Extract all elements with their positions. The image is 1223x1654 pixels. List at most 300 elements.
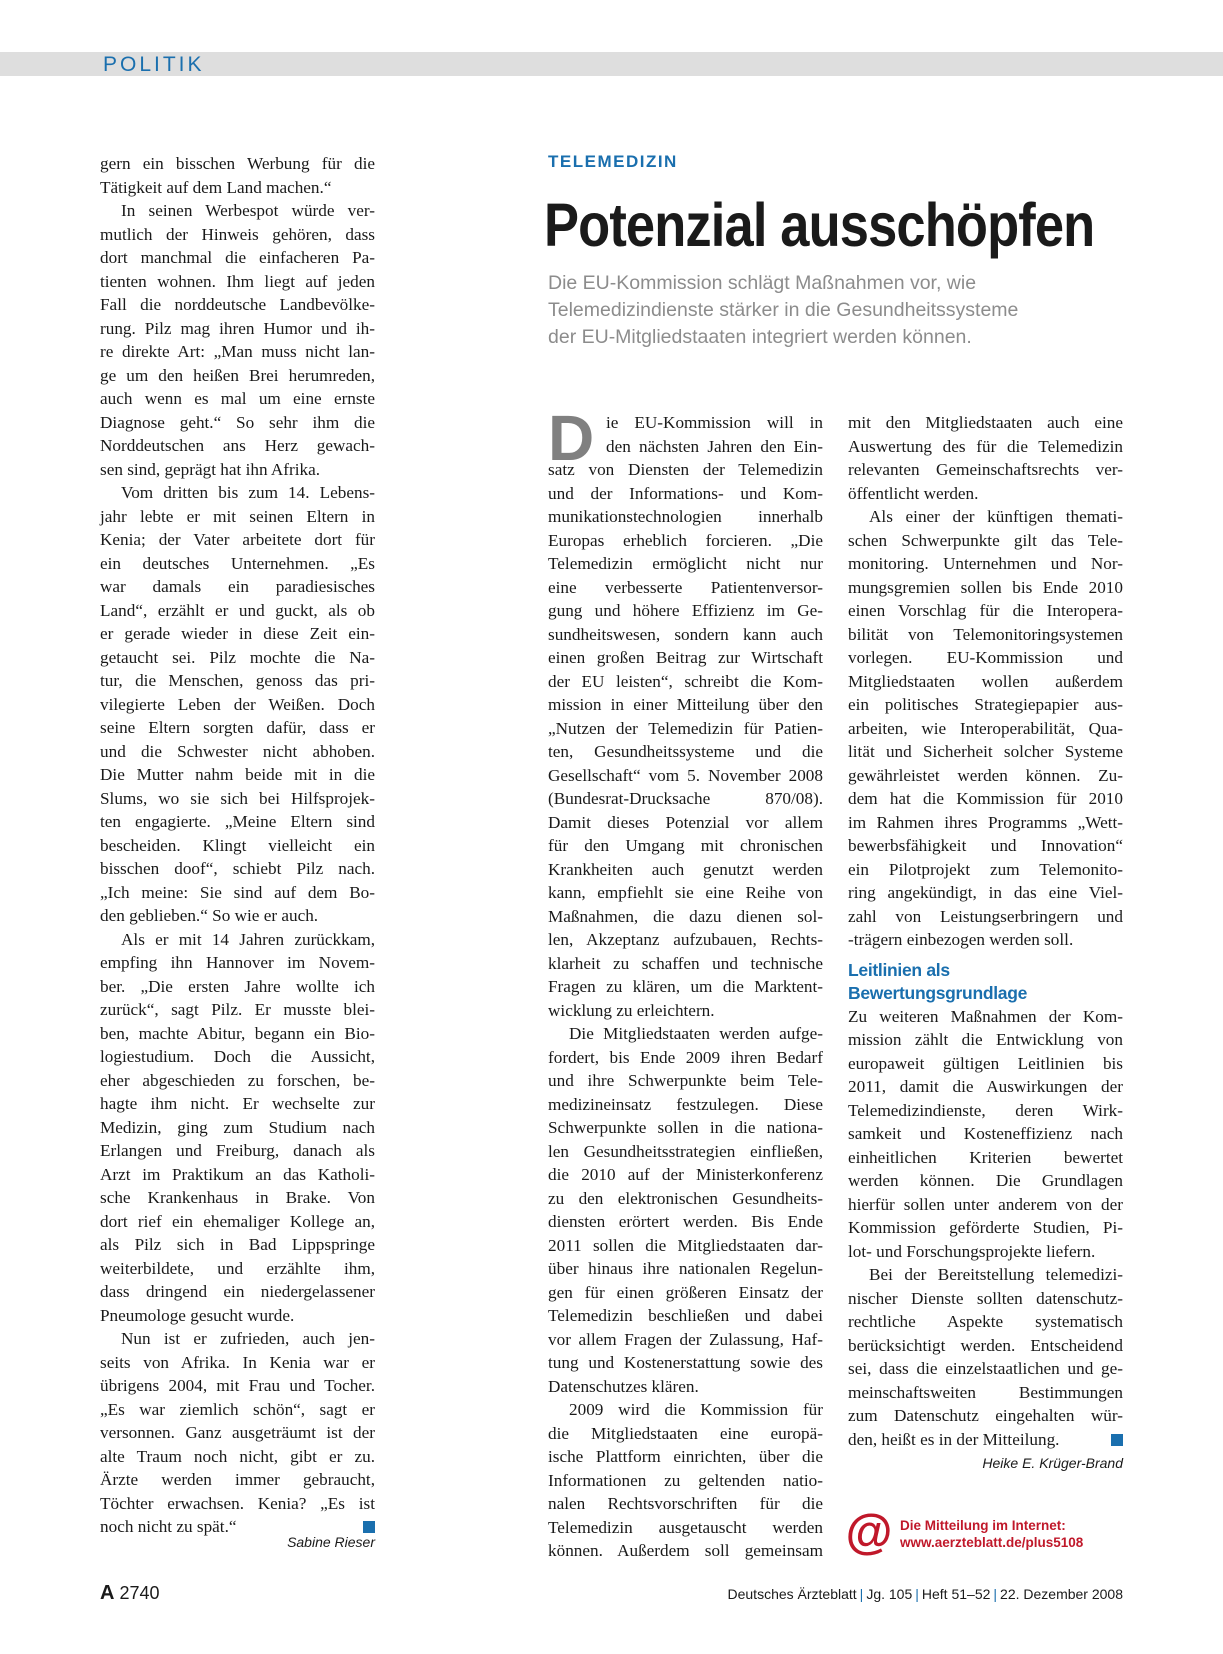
text-line: [848, 928, 1123, 952]
left-author: Sabine Rieser: [287, 1534, 375, 1550]
text-line: [100, 152, 375, 176]
text-line: [548, 1351, 823, 1375]
text-line-content: „Ich meine: Sie sind auf dem Bo-: [100, 882, 375, 902]
text-line-content: der EU leisten“, schreibt die Kom-: [548, 671, 823, 691]
text-line: [848, 1146, 1123, 1170]
text-line-content: bisschen doof“, schiebt Pilz nach.: [100, 859, 375, 878]
text-line: [100, 975, 375, 999]
text-line: [100, 481, 375, 505]
text-line: [848, 1334, 1123, 1358]
text-line: [548, 1304, 823, 1328]
text-line-content: bilität von Telemonitoringsystemen: [848, 624, 1123, 644]
text-line-content: den geblieben.“ So wie er auch.: [100, 906, 319, 925]
text-line: [100, 669, 375, 693]
text-line: [100, 1398, 375, 1422]
text-line: [100, 1327, 375, 1351]
text-line-content: eine verbesserte Patientenversor-: [548, 577, 823, 597]
text-line: [100, 646, 375, 670]
text-line: [100, 458, 375, 482]
text-line: [100, 881, 375, 905]
article-lead: [548, 270, 1138, 351]
text-line-content: ische Plattform einrichten, über die: [548, 1447, 823, 1466]
text-line-content: Europas erheblich forcieren. „Die: [548, 530, 823, 550]
text-line: [100, 364, 375, 388]
text-line-content: diensten erörtert werden. Bis Ende: [548, 1212, 823, 1231]
text-line-content: monitoring. Unternehmen und Nor-: [848, 554, 1123, 573]
text-line: [548, 1375, 823, 1399]
text-line-content: tur, die Menschen, genoss das pri-: [100, 671, 375, 690]
text-line-content: seits von Afrika. In Kenia war er: [100, 1352, 375, 1372]
text-line-content: empfing ihn Hannover im Novem-: [100, 953, 375, 972]
text-line-content: noch nicht zu spät.“: [100, 1517, 237, 1536]
text-line: [100, 622, 375, 646]
text-line: [548, 787, 823, 811]
text-line-content: versonnen. Ganz ausgeträumt ist der: [100, 1423, 375, 1442]
text-line-content: übrigens 2004, mit Frau und Tocher.: [100, 1376, 375, 1395]
text-line: [848, 576, 1123, 600]
text-line: [848, 599, 1123, 623]
text-line-content: dass dringend ein niedergelassener: [100, 1282, 375, 1301]
text-line: [100, 1069, 375, 1093]
text-line-content: Maßnahmen, die dazu dienen sol-: [548, 906, 823, 926]
text-line: [548, 1469, 823, 1493]
text-line: [548, 1257, 823, 1281]
text-line-content: 2011, damit die Auswirkungen der: [848, 1077, 1123, 1096]
text-line: [548, 740, 823, 764]
text-line: [548, 1140, 823, 1164]
internet-reference-link[interactable]: www.aerzteblatt.de/plus5108: [900, 1535, 1084, 1550]
text-line-content: Kenia; der Vater arbeitete dort für: [100, 530, 375, 549]
lead-line: Telemedizindienste stärker in die Gesundheitssysteme: [548, 299, 1019, 321]
text-line-content: weiterbildete, und erzählte ihm,: [100, 1258, 375, 1278]
text-line-content: vor allem Fragen der Zulassung, Haf-: [548, 1329, 823, 1349]
text-line-content: Die Mutter nahm beide mit in die: [100, 765, 375, 784]
at-sign-icon: [846, 1510, 892, 1556]
text-line: [848, 435, 1123, 459]
text-line: [100, 1139, 375, 1163]
text-line: [848, 858, 1123, 882]
text-line: [548, 693, 823, 717]
text-line: [848, 1216, 1123, 1240]
issue-date: 22. Dezember 2008: [1000, 1586, 1123, 1602]
text-line-content: ie EU-Kommission will in: [606, 413, 823, 432]
text-line: [548, 576, 823, 600]
text-line-content: ten engagierte. „Meine Eltern sind: [100, 812, 375, 831]
text-line: [100, 340, 375, 364]
text-line: [548, 905, 823, 929]
text-line: [548, 1093, 823, 1117]
text-line-content: tung und Kostenerstattung sowie des: [548, 1353, 823, 1372]
text-line: [548, 717, 823, 741]
text-line-content: gern ein bisschen Werbung für die: [100, 154, 375, 173]
text-line-content: sche Krankenhaus in Brake. Von: [100, 1188, 375, 1207]
text-line-content: Telemedizin beschließen und dabei: [548, 1306, 823, 1325]
text-line-content: len, Akzeptanz aufzubauen, Rechts-: [548, 930, 823, 949]
text-line: [100, 246, 375, 270]
text-line: [100, 810, 375, 834]
text-line: [548, 1445, 823, 1469]
text-line: [548, 1328, 823, 1352]
text-line-content: Telemedizin ausgetauscht werden: [548, 1517, 823, 1537]
text-line: [548, 1492, 823, 1516]
text-line-content: Auswertung des für die Telemedizin: [848, 436, 1123, 456]
text-line: [100, 951, 375, 975]
drop-cap: D: [548, 402, 595, 474]
text-line: [548, 529, 823, 553]
text-line: [548, 1398, 823, 1422]
text-line-content: den nächsten Jahren den Ein-: [606, 436, 823, 456]
text-line-content: (Bundesrat-Drucksache 870/08).: [548, 789, 823, 808]
footer-citation: Deutsches Ärzteblatt | Jg. 105 | Heft 51–52 | 22. Dezember 2008: [727, 1586, 1123, 1602]
text-line: [548, 858, 823, 882]
text-line: [100, 1304, 375, 1328]
text-line: [100, 1351, 375, 1375]
text-line: [848, 905, 1123, 929]
text-line-content: Medizin, ging zum Studium nach: [100, 1117, 375, 1137]
text-line-content: Telemedizindienste, deren Wirk-: [848, 1100, 1123, 1120]
text-line: [848, 1310, 1123, 1334]
text-line-content: nalen Rechtsvorschriften für die: [548, 1494, 823, 1513]
text-line-content: arbeiten, wie Interoperabilität, Qua-: [848, 718, 1123, 738]
text-line: [848, 1169, 1123, 1193]
text-line-content: ten, Gesundheitssysteme und die: [548, 742, 823, 761]
text-line-content: Schwerpunkte sollen in die nationa-: [548, 1118, 823, 1137]
text-line-content: rung. Pilz mag ihren Humor und ih-: [100, 318, 375, 338]
text-line-content: Nun ist er zufrieden, auch jen-: [121, 1329, 375, 1348]
right-column-part-b: [848, 1005, 1123, 1452]
page-number: [100, 1582, 160, 1605]
text-line-content: einen Vorschlag für die Interopera-: [848, 601, 1123, 620]
text-line: [100, 387, 375, 411]
text-line-content: sundheitswesen, sondern kann auch: [548, 624, 823, 644]
text-line-content: Mitgliedstaaten wollen außerdem: [848, 671, 1123, 691]
text-line-content: munikationstechnologien innerhalb: [548, 507, 823, 526]
lead-line: der EU-Mitgliedstaaten integriert werden können.: [548, 326, 972, 348]
text-line-content: 2009 wird die Kommission für: [569, 1400, 823, 1419]
text-line-content: sei, dass die einzelstaatlichen und ge-: [848, 1359, 1123, 1378]
text-line: [848, 505, 1123, 529]
right-column: [848, 411, 1123, 1451]
text-line-content: Land“, erzählt er und guckt, als ob: [100, 600, 375, 620]
text-line: [848, 670, 1123, 694]
text-line: [100, 176, 375, 200]
text-line-content: schen Schwerpunkte gilt das Tele-: [848, 530, 1123, 550]
text-line-content: dort rief ein ehemaliger Kollege an,: [100, 1211, 375, 1231]
text-line-content: Fragen zu klären, um die Marktent-: [548, 977, 823, 996]
text-line: [848, 740, 1123, 764]
text-line-content: Pneumologe gesucht wurde.: [100, 1305, 295, 1325]
text-line: [848, 1404, 1123, 1428]
text-line: [548, 881, 823, 905]
text-line-content: samkeit und Kosteneffizienz nach: [848, 1124, 1123, 1143]
text-line: [848, 482, 1123, 506]
text-line-content: ge um den heißen Brei herumreden,: [100, 365, 375, 385]
text-line: [548, 1187, 823, 1211]
text-line: [848, 552, 1123, 576]
text-line-content: für den Umgang mit chronischen: [548, 836, 823, 855]
text-line-content: alte Traum noch nicht, gibt er zu.: [100, 1446, 375, 1466]
text-line: [548, 482, 823, 506]
text-line-content: jahr lebte er mit seinen Eltern in: [100, 506, 375, 526]
text-line-content: Datenschutzes klären.: [548, 1376, 699, 1396]
text-line-content: bewerbsfähigkeit und Innovation“: [848, 836, 1123, 855]
text-line: [100, 740, 375, 764]
text-line: [848, 1005, 1123, 1029]
text-line-content: zum Datenschutz eingehalten wür-: [848, 1406, 1123, 1425]
text-line-content: mutlich der Hinweis gehören, dass: [100, 224, 375, 244]
text-line: [548, 1069, 823, 1093]
text-line: [848, 764, 1123, 788]
text-line: [548, 1022, 823, 1046]
text-line: [848, 1428, 1123, 1452]
text-line-content: Arzt im Praktikum an das Katholi-: [100, 1164, 375, 1184]
text-line-content: mit den Mitgliedstaaten auch eine: [848, 413, 1123, 432]
text-line-content: zu den elektronischen Gesundheits-: [548, 1188, 823, 1208]
text-line-content: als Pilz sich in Bad Lippspringe: [100, 1235, 375, 1254]
journal-volume: Jg. 105: [866, 1586, 913, 1602]
text-line-content: lität und Sicherheit solcher Systeme: [848, 742, 1123, 761]
text-line: [848, 1357, 1123, 1381]
text-line-content: bescheiden. Klingt vielleicht ein: [100, 835, 375, 855]
text-line-content: len Gesundheitsstrategien einfließen,: [548, 1141, 823, 1161]
text-line-content: Die Mitgliedstaaten werden aufge-: [569, 1024, 823, 1043]
text-line: [100, 1163, 375, 1187]
text-line-content: gewährleistet werden können. Zu-: [848, 765, 1123, 785]
text-line: [100, 1421, 375, 1445]
text-line: [848, 811, 1123, 835]
text-line: [548, 764, 823, 788]
text-line-content: und der Informations- und Kom-: [548, 483, 823, 503]
text-line: [100, 1116, 375, 1140]
text-line: [100, 1280, 375, 1304]
text-line-content: mission in einer Mitteilung über den: [548, 695, 823, 714]
text-line-content: gung und höhere Effizienz im Ge-: [548, 601, 823, 620]
text-line-content: mungsgremien sollen bis Ende 2010: [848, 577, 1123, 597]
text-line: [100, 293, 375, 317]
text-line-content: vilegierte Leben der Weißen. Doch: [100, 694, 375, 714]
text-line-content: und ihre Schwerpunkte beim Tele-: [548, 1071, 823, 1090]
text-line: [548, 1210, 823, 1234]
text-line-content: ein Pilotprojekt zum Telemonito-: [848, 859, 1123, 879]
text-line-content: satz von Diensten der Telemedizin: [548, 460, 823, 479]
text-line: [548, 505, 823, 529]
text-line-content: Informationen zu geltenden natio-: [548, 1470, 823, 1490]
text-line-content: -trägern einbezogen werden soll.: [848, 930, 1074, 949]
text-line: [548, 1163, 823, 1187]
text-line: [548, 1539, 823, 1563]
text-line: [548, 975, 823, 999]
text-line: [848, 1075, 1123, 1099]
text-line-content: Telemedizin ermöglicht nicht nur: [548, 554, 823, 573]
subhead-line: Leitlinien als: [848, 959, 950, 980]
text-line: [100, 1186, 375, 1210]
text-line: [100, 998, 375, 1022]
text-line: [100, 1045, 375, 1069]
text-line-content: Vom dritten bis zum 14. Lebens-: [121, 483, 375, 502]
text-line: [100, 1468, 375, 1492]
text-line: [100, 434, 375, 458]
text-line-content: nischer Dienste sollten datenschutz-: [848, 1288, 1123, 1308]
text-line-content: vorlegen. EU-Kommission und: [848, 648, 1123, 667]
text-line-content: logiestudium. Doch die Aussicht,: [100, 1047, 375, 1066]
text-line: [548, 646, 823, 670]
text-line: [100, 1257, 375, 1281]
text-line-content: die 2010 auf der Ministerkonferenz: [548, 1165, 823, 1184]
text-line: [848, 787, 1123, 811]
text-line: [548, 952, 823, 976]
text-line-content: In seinen Werbespot würde ver-: [121, 201, 375, 220]
text-line-content: wicklung zu erleichtern.: [548, 1000, 715, 1020]
text-line-content: Kommission geförderte Studien, Pi-: [848, 1218, 1123, 1237]
text-line-content: ben, machte Abitur, begann ein Bio-: [100, 1023, 375, 1043]
text-line: [848, 458, 1123, 482]
svg-text:@: @: [846, 1510, 892, 1556]
text-line: [848, 1028, 1123, 1052]
text-line: [100, 270, 375, 294]
text-line-content: relevanten Gemeinschaftsrechts ver-: [848, 460, 1123, 479]
text-line: [548, 670, 823, 694]
section-rubric: POLITIK: [103, 53, 205, 76]
lead-line: Die EU-Kommission schlägt Maßnahmen vor, wie: [548, 272, 977, 294]
text-line: [848, 529, 1123, 553]
text-line-content: dort manchmal die einfacheren Pa-: [100, 248, 375, 267]
text-line-content: getaucht sei. Pilz mochte die Na-: [100, 647, 375, 667]
text-line: [548, 623, 823, 647]
text-line-content: ein politisches Strategiepapier aus-: [848, 695, 1123, 714]
text-line: [548, 1281, 823, 1305]
text-line-content: Als einer der künftigen themati-: [869, 507, 1123, 526]
text-line: [100, 1210, 375, 1234]
text-line-content: ber. „Die ersten Jahre wollte ich: [100, 976, 375, 996]
page-prefix: A: [100, 1582, 115, 1604]
text-line: [548, 599, 823, 623]
text-line-content: Fall die norddeutsche Landbevölke-: [100, 295, 375, 314]
text-line-content: zahl von Leistungserbringern und: [848, 906, 1123, 926]
text-line: [100, 1374, 375, 1398]
text-line: [100, 787, 375, 811]
text-line-content: seine Eltern sorgten dafür, dass er: [100, 718, 375, 737]
text-line-content: auch wenn es mal um eine ernste: [100, 389, 375, 408]
text-line-content: „Nutzen der Telemedizin für Patien-: [548, 718, 823, 738]
text-line-content: kann, empfiehlt sie eine Reihe von: [548, 883, 823, 902]
text-line: [848, 1099, 1123, 1123]
text-line-content: Zu weiteren Maßnahmen der Kom-: [848, 1006, 1123, 1026]
text-line-content: einheitlichen Kriterien bewertet: [848, 1147, 1123, 1167]
text-line: [100, 1022, 375, 1046]
text-line-content: im Rahmen ihres Programms „Wett-: [848, 812, 1123, 832]
text-line: [848, 834, 1123, 858]
text-line: [548, 1116, 823, 1140]
subhead-line: Bewertungsgrundlage: [848, 982, 1028, 1003]
text-line: [100, 834, 375, 858]
page-number-value: 2740: [119, 1583, 160, 1603]
text-line: [548, 811, 823, 835]
article-headline: Potenzial ausschöpfen: [544, 191, 1095, 259]
text-line-content: ein deutsches Unternehmen. „Es: [100, 553, 375, 573]
internet-reference-box: [846, 1510, 1136, 1558]
text-line: [100, 693, 375, 717]
text-line: [548, 928, 823, 952]
text-line: [100, 928, 375, 952]
text-line-content: gen für einen größeren Einsatz der: [548, 1282, 823, 1302]
text-line: [848, 1263, 1123, 1287]
text-line-content: können. Außerdem soll gemeinsam: [548, 1541, 823, 1560]
text-line-content: mission zählt die Entwicklung von: [848, 1030, 1123, 1049]
text-line: [848, 881, 1123, 905]
journal-issue: Heft 51–52: [921, 1586, 991, 1602]
article-kicker: TELEMEDIZIN: [548, 152, 678, 171]
text-line-content: Damit dieses Potenzial vor allem: [548, 812, 823, 832]
text-line-content: Norddeutschen ans Herz gewach-: [100, 436, 375, 455]
text-line-content: berücksichtigt werden. Entscheidend: [848, 1335, 1123, 1355]
text-line-content: Slums, wo sie sich bei Hilfsprojek-: [100, 788, 375, 808]
text-line-content: meinschaftsweiten Bestimmungen: [848, 1382, 1123, 1402]
text-line-content: Gesellschaft“ vom 5. November 2008: [548, 765, 823, 785]
text-line: [848, 646, 1123, 670]
text-line: [848, 411, 1123, 435]
text-line: [548, 1516, 823, 1540]
text-line-content: Als er mit 14 Jahren zurückkam,: [121, 929, 375, 949]
text-line: [100, 199, 375, 223]
text-line: [100, 1092, 375, 1116]
text-line: [100, 575, 375, 599]
text-line: [100, 763, 375, 787]
text-line: [848, 1052, 1123, 1076]
text-line: [100, 1492, 375, 1516]
text-line-content: lot- und Forschungsprojekte liefern.: [848, 1241, 1096, 1261]
text-line-content: Krankheiten auch genutzt werden: [548, 859, 823, 879]
text-line-content: öffentlicht werden.: [848, 483, 979, 503]
text-line-content: re direkte Art: „Man muss nicht lan-: [100, 342, 375, 361]
text-line-content: Bei der Bereitstellung telemedizi-: [869, 1265, 1123, 1284]
text-line: [100, 552, 375, 576]
text-line-content: den, heißt es in der Mitteilung.: [848, 1429, 1060, 1449]
text-line-content: Töchter erwachsen. Kenia? „Es ist: [100, 1493, 375, 1513]
text-line-content: war damals ein paradiesisches: [100, 577, 375, 596]
text-line: [100, 599, 375, 623]
text-line: [548, 999, 823, 1023]
text-line: [548, 1234, 823, 1258]
text-line: [848, 1122, 1123, 1146]
text-line-content: Tätigkeit auf dem Land machen.“: [100, 177, 332, 197]
text-line: [548, 834, 823, 858]
text-line-content: 2011 sollen die Mitgliedstaaten dar-: [548, 1235, 823, 1255]
text-line-content: hierfür sollen unter anderem von der: [848, 1194, 1123, 1214]
text-line: [100, 904, 375, 928]
text-line-content: Ärzte werden immer gebraucht,: [100, 1470, 375, 1489]
text-line: [100, 528, 375, 552]
text-line-content: zurück“, sagt Pilz. Er musste blei-: [100, 1000, 375, 1019]
text-line: [848, 623, 1123, 647]
internet-reference-text: [900, 1517, 1083, 1551]
text-line: [548, 552, 823, 576]
text-line: [848, 1240, 1123, 1264]
text-line-content: sen sind, geprägt hat ihn Afrika.: [100, 459, 321, 479]
text-line: [100, 223, 375, 247]
text-line: [848, 1381, 1123, 1405]
text-line-content: rechtliche Aspekte systematisch: [848, 1312, 1123, 1331]
text-line-content: medizineinsatz festzulegen. Diese: [548, 1094, 823, 1114]
text-line: [548, 1422, 823, 1446]
text-line: [848, 693, 1123, 717]
text-line-content: tienten wohnen. Ihm liegt auf jeden: [100, 271, 375, 291]
text-line: [848, 1287, 1123, 1311]
middle-column: [548, 402, 823, 1563]
text-line-content: europaweit gültigen Leitlinien bis: [848, 1053, 1123, 1073]
text-line-content: ring angekündigt, in das eine Viel-: [848, 883, 1123, 902]
right-column-part-a: [848, 411, 1123, 952]
text-line: [848, 1193, 1123, 1217]
